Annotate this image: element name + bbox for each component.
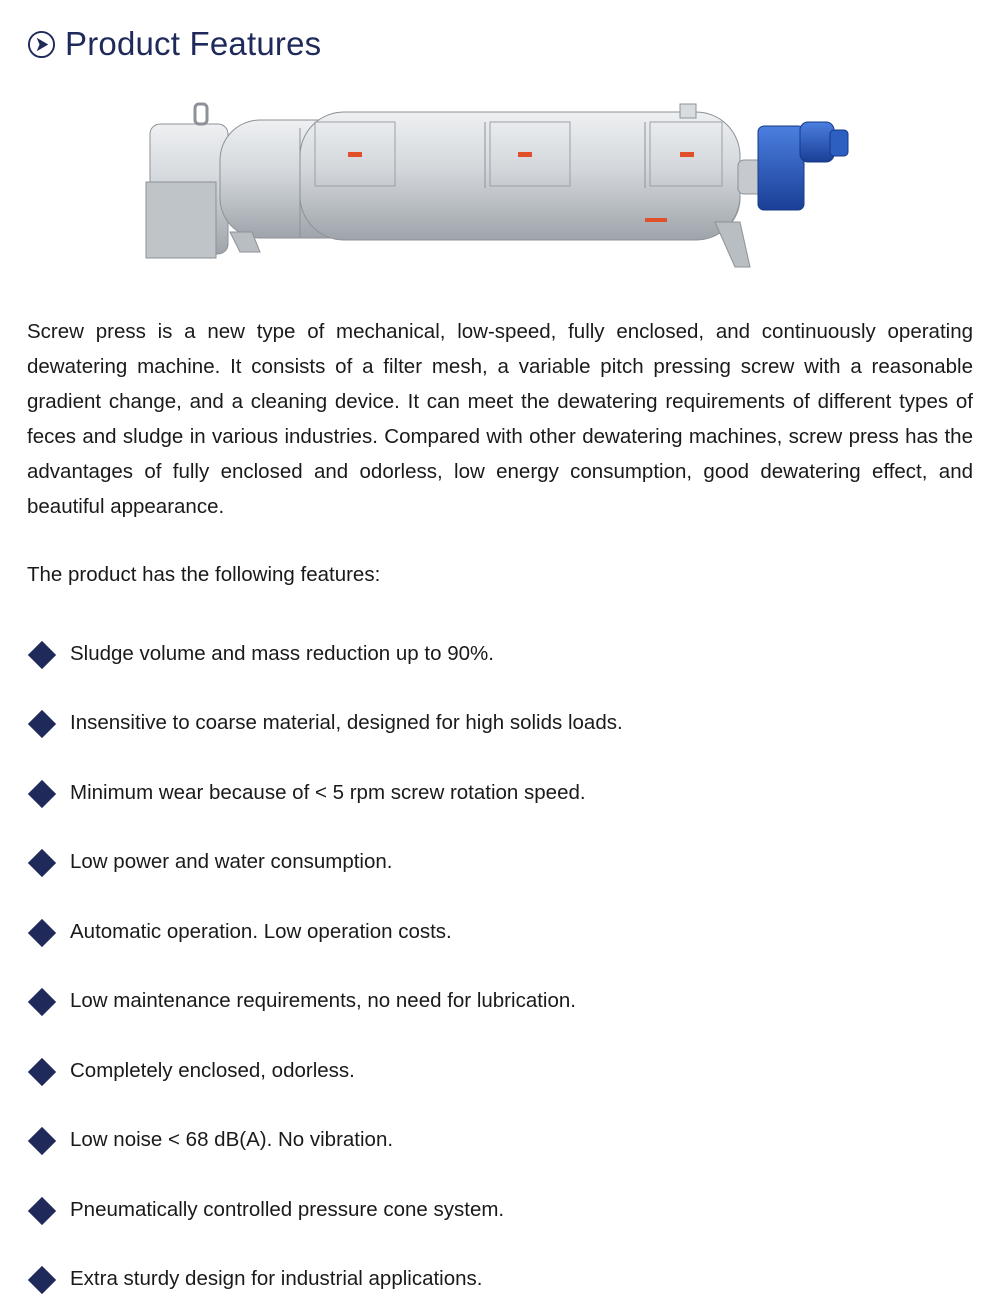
- diamond-bullet-icon: [28, 710, 56, 738]
- feature-list: [27, 620, 967, 1315]
- diamond-bullet-icon: [28, 641, 56, 669]
- list-item: [27, 1246, 967, 1315]
- feature-text: Completely enclosed, odorless.: [70, 1059, 355, 1085]
- diamond-bullet-icon: [28, 1127, 56, 1155]
- page-title: Product Features: [65, 25, 321, 63]
- list-item: [27, 829, 967, 899]
- intro-paragraph: Screw press is a new type of mechanical, low-speed, fully enclosed, and continuously operating dewatering machine. It consists of a filter mesh, a variable pitch pressing screw with a reasonable gradient change, and a cleaning device. It can meet the dewatering requirements of different types of feces and sludge in various industries. Compared with other dewatering machines, screw press has the advantages of fully enclosed and odorless, low energy consumption, good dewatering effect, and beautiful appearance.: [27, 314, 973, 524]
- diamond-bullet-icon: [28, 1266, 56, 1294]
- feature-text: Sludge volume and mass reduction up to 90%.: [70, 642, 494, 668]
- diamond-bullet-icon: [28, 988, 56, 1016]
- circle-arrow-right-icon: [27, 30, 56, 59]
- list-item: [27, 690, 967, 760]
- diamond-bullet-icon: [28, 1197, 56, 1225]
- list-item: [27, 968, 967, 1038]
- list-item: [27, 898, 967, 968]
- screw-press-image: [140, 102, 860, 274]
- feature-text: Low power and water consumption.: [70, 850, 393, 876]
- feature-text: Extra sturdy design for industrial applications.: [70, 1267, 482, 1293]
- feature-text: Minimum wear because of < 5 rpm screw rotation speed.: [70, 781, 586, 807]
- list-item: [27, 620, 967, 690]
- list-item: [27, 1176, 967, 1246]
- diamond-bullet-icon: [28, 849, 56, 877]
- features-heading: The product has the following features:: [27, 560, 380, 590]
- section-header: [27, 24, 321, 64]
- feature-text: Insensitive to coarse material, designed for high solids loads.: [70, 711, 623, 737]
- feature-text: Automatic operation. Low operation costs.: [70, 920, 452, 946]
- feature-text: Low maintenance requirements, no need for lubrication.: [70, 989, 576, 1015]
- feature-text: Pneumatically controlled pressure cone system.: [70, 1198, 504, 1224]
- diamond-bullet-icon: [28, 1058, 56, 1086]
- list-item: [27, 1107, 967, 1177]
- diamond-bullet-icon: [28, 780, 56, 808]
- list-item: [27, 1037, 967, 1107]
- list-item: [27, 759, 967, 829]
- feature-text: Low noise < 68 dB(A). No vibration.: [70, 1128, 393, 1154]
- diamond-bullet-icon: [28, 919, 56, 947]
